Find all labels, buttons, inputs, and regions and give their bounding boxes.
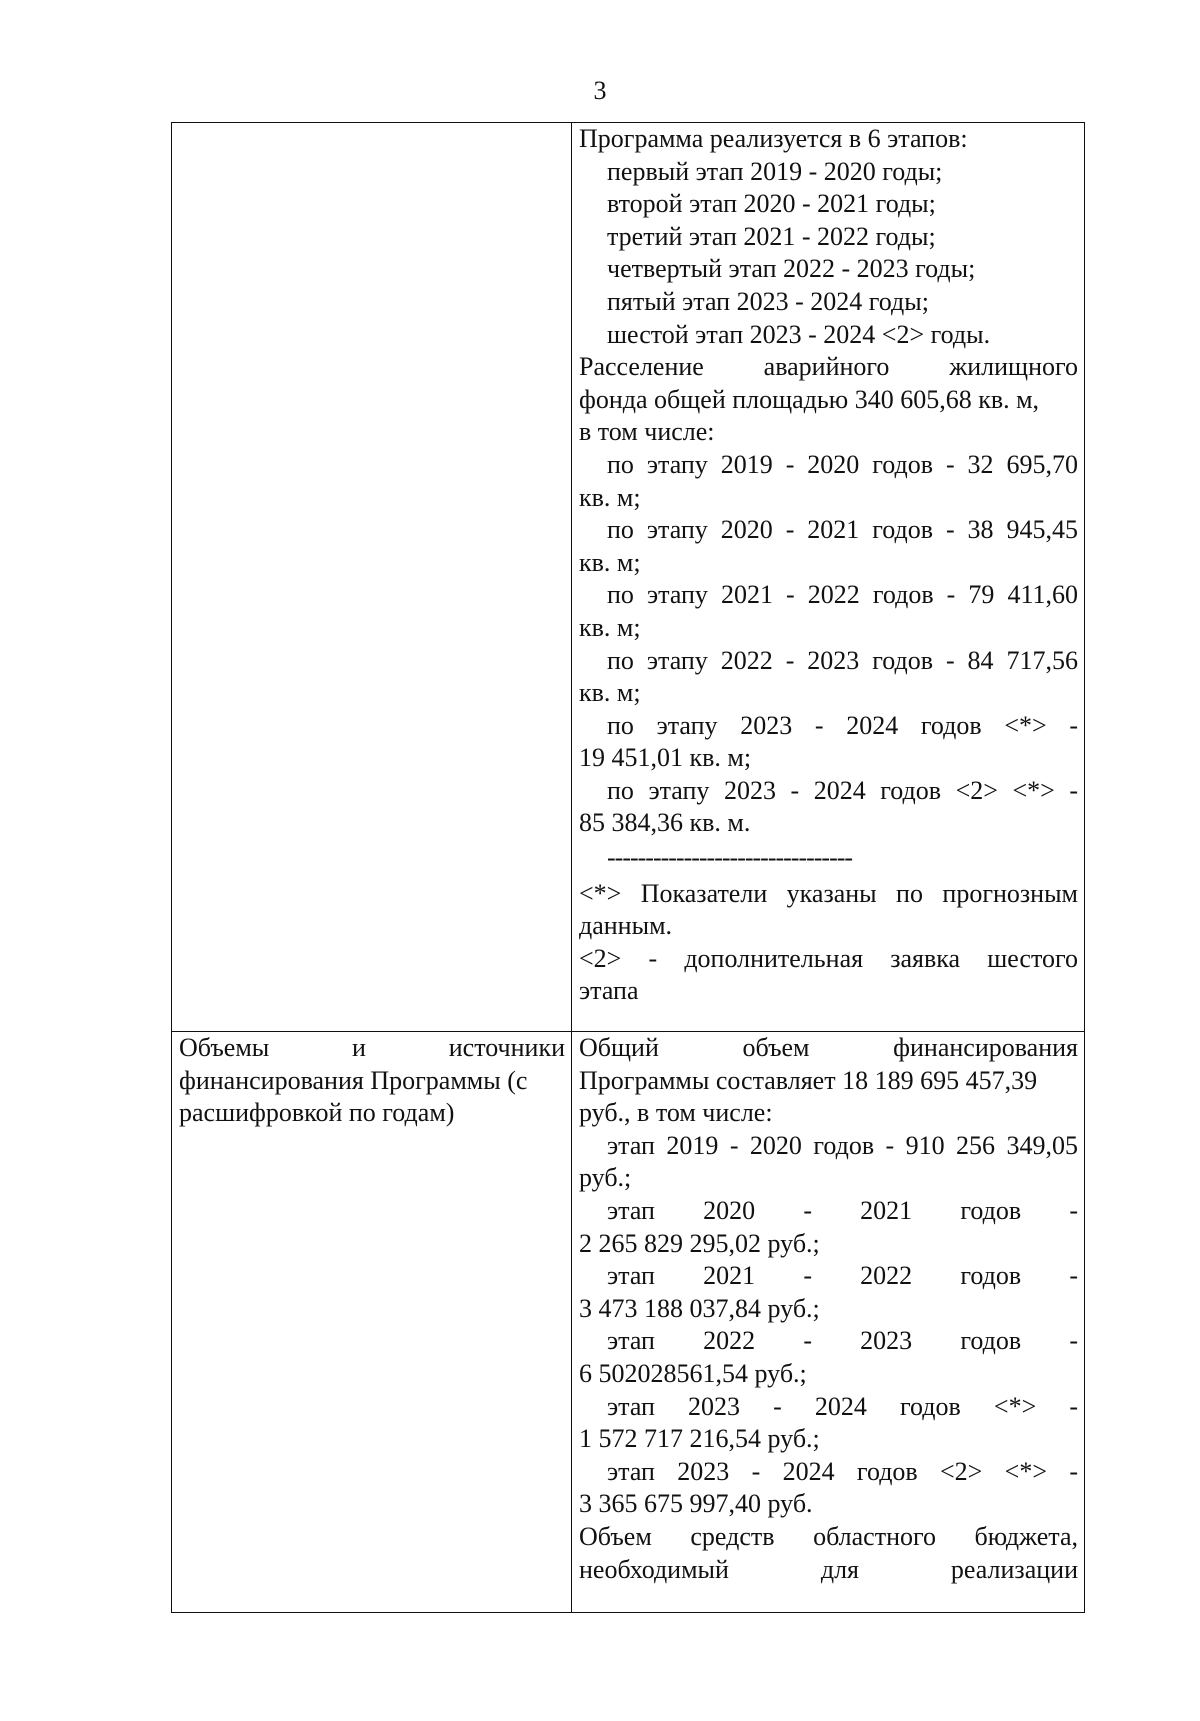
row2-left-cell [172, 1032, 572, 1613]
financing-label-line-3: расшифровкой по годам) [179, 1098, 455, 1128]
area-item-2-first: по этапу 2020 - 2021 годов - 38 945,45 [607, 515, 1078, 545]
area-line-2: фонда общей площадью 340 605,68 кв. м, [579, 384, 1040, 414]
footnote-separator: -------------------------------- [607, 843, 853, 873]
financing-label-line-1: Объемы и источники [179, 1033, 565, 1062]
note-1-line-2: данным. [579, 911, 673, 941]
stages-intro: Программа реализуется в 6 этапов: [579, 124, 968, 153]
fin-item-1-second: руб.; [579, 1163, 632, 1193]
note-2-line-2: этапа [579, 976, 639, 1006]
fin-item-6-first: этап 2023 - 2024 годов <2> <*> - [607, 1456, 1078, 1486]
area-line-3: в том числе: [579, 417, 715, 447]
area-item-3-second: кв. м; [579, 612, 641, 642]
area-item-6-second: 85 384,36 кв. м. [579, 808, 751, 838]
stage-6: шестой этап 2023 - 2024 <2> годы. [607, 319, 991, 349]
budget-line-1: Объем средств областного бюджета, [579, 1521, 1078, 1551]
area-item-2-second: кв. м; [579, 547, 641, 577]
total-line-2: Программы составляет 18 189 695 457,39 [579, 1065, 1038, 1095]
area-item-1-first: по этапу 2019 - 2020 годов - 32 695,70 [607, 449, 1078, 479]
fin-item-3-second: 3 473 188 037,84 руб.; [579, 1293, 820, 1323]
area-item-5-second: 19 451,01 кв. м; [579, 743, 752, 773]
fin-item-3-first: этап 2021 - 2022 годов - [607, 1261, 1078, 1291]
area-item-5-first: по этапу 2023 - 2024 годов <*> - [607, 710, 1078, 740]
page-number: 3 [593, 76, 607, 105]
total-line-1: Общий объем финансирования [579, 1033, 1078, 1062]
area-item-1-second: кв. м; [579, 482, 641, 512]
stage-5: пятый этап 2023 - 2024 годы; [607, 286, 929, 316]
row2-right-cell [572, 1032, 1085, 1613]
note-2-line-1: <2> - дополнительная заявка шестого [579, 943, 1078, 973]
area-item-6-first: по этапу 2023 - 2024 годов <2> <*> - [607, 775, 1078, 805]
stage-1: первый этап 2019 - 2020 годы; [607, 156, 943, 186]
table-row-stages [172, 123, 1085, 1032]
area-item-4-first: по этапу 2022 - 2023 годов - 84 717,56 [607, 645, 1078, 675]
fin-item-5-first: этап 2023 - 2024 годов <*> - [607, 1391, 1078, 1421]
note-1-line-1: <*> Показатели указаны по прогнозным [579, 878, 1078, 908]
fin-item-4-second: 6 502028561,54 руб.; [579, 1358, 807, 1388]
program-passport-table [171, 122, 1085, 1613]
row1-left-cell [172, 123, 572, 1032]
fin-item-4-first: этап 2022 - 2023 годов - [607, 1326, 1078, 1356]
stage-4: четвертый этап 2022 - 2023 годы; [607, 254, 976, 284]
stage-2: второй этап 2020 - 2021 годы; [607, 189, 936, 219]
budget-line-2: необходимый для реализации [579, 1554, 1078, 1584]
fin-item-1-first: этап 2019 - 2020 годов - 910 256 349,05 [607, 1130, 1078, 1160]
table-row-financing [172, 1032, 1085, 1613]
fin-item-5-second: 1 572 717 216,54 руб.; [579, 1424, 820, 1454]
stage-3: третий этап 2021 - 2022 годы; [607, 221, 936, 251]
area-line-1: Расселение аварийного жилищного [579, 352, 1078, 382]
financing-label-line-2: финансирования Программы (с [179, 1065, 528, 1095]
fin-item-2-second: 2 265 829 295,02 руб.; [579, 1228, 820, 1258]
total-line-3: руб., в том числе: [579, 1098, 773, 1128]
area-item-4-second: кв. м; [579, 678, 641, 708]
fin-item-2-first: этап 2020 - 2021 годов - [607, 1195, 1078, 1225]
row1-right-cell [572, 123, 1085, 1032]
fin-item-6-second: 3 365 675 997,40 руб. [579, 1489, 813, 1519]
area-item-3-first: по этапу 2021 - 2022 годов - 79 411,60 [607, 580, 1078, 610]
